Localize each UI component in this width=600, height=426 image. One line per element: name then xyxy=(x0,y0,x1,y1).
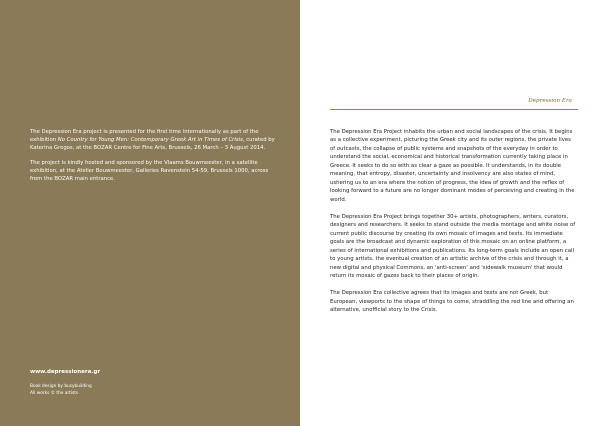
exhibition-text-start: The Depression Era project is presented for the first time internationally as part of the exhibition xyxy=(30,129,259,144)
exhibition-paragraph xyxy=(30,128,276,152)
intro-paragraph: The Depression Era Project inhabits the urban and social landscapes of the crisis. It begins as a collective experiment, picturing the Greek city and its outer regions, the private lives of outcasts, the collapse of public systems and snapshots of the everyday in order to understand the social, economical and historical transformation currently taking place in Greece. It seeks to do so with as clear a gaze as possible. It understands, in its double meaning, that entropy, disaster, uncertainty and insolvency are also states of mind, ushering us to an era where the notion of progress, the idea of growth and the reflex of looking forward to a future are no longer dominant modes of perceiving and creating in the world. xyxy=(330,129,575,203)
left-page-body xyxy=(30,128,276,190)
right-page-body xyxy=(330,128,576,324)
design-credit: Book design by busybuilding xyxy=(30,384,92,389)
running-head: Depression Era xyxy=(528,98,572,104)
exhibition-text-end: , curated by Katerina Gregos, at the BOZAR Centre for Fine Arts, Brussels, 26 March – 3 August 2014. xyxy=(30,137,275,152)
sponsor-paragraph: The project is kindly hosted and sponsored by the Vlaams Bouwmeester, in a satellite exhibition, at the Atelier Bouwmeester, Galleries Ravenstein 54-59, Brussels 1000, across from the BOZAR main entrance. xyxy=(30,160,269,183)
collective-paragraph: The Depression Era collective agrees that its images and texts are not Greek, but European, viewports to the shape of things to come, straddling the red line and offering an alternative, unofficial story to the Crisis. xyxy=(330,290,574,314)
right-page xyxy=(300,0,600,426)
copyright-credit: All works © the artists xyxy=(30,390,79,396)
header-rule xyxy=(330,109,578,110)
exhibition-title: No Country for Young Men: Contemporary Greek Art in Times of Crisis xyxy=(57,137,243,144)
website-url: www.depressionera.gr xyxy=(30,369,101,375)
project-paragraph: The Depression Era Project brings together 30+ artists, photographers, writers, curators, designers and researchers. It seeks to stand outside the media montage and white noise of current public discourse by creating its own mosaic of images and texts. Its immediate goals are the broadcast and dynamic exploration of this mosaic on an online platform, a series of international exhibitions and publications. Its long-term goals include an open call to young artists, the eventual creation of an artistic archive of the crisis and through it, a new digital and physical Commons, an 'anti-screen' and 'sidewalk museum' that would return its mosaic of gazes back to their places of origin. xyxy=(330,213,576,279)
left-page-footer xyxy=(30,369,276,398)
